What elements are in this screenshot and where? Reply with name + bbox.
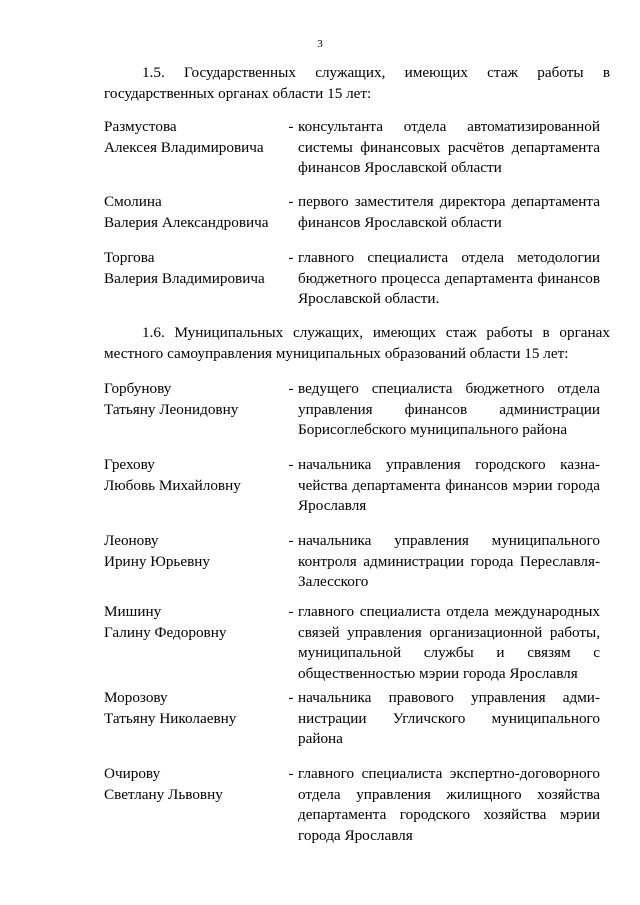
page-number: 3: [317, 38, 323, 50]
section-1-6-intro: [104, 323, 610, 364]
person-name: [104, 117, 284, 158]
position-description: [298, 764, 600, 846]
person-surname: Торгова: [104, 249, 155, 266]
dash-separator: -: [288, 765, 294, 782]
dash-separator: -: [288, 118, 294, 135]
position-description: [298, 117, 600, 179]
position-line: ведущего специалиста бюджетного отдела: [298, 380, 600, 397]
position-line: Борисоглебского муниципального района: [298, 421, 568, 438]
position-line: Ярославской области.: [298, 290, 440, 307]
dash-separator: -: [288, 689, 294, 706]
section-intro-text: 1.5. Государственных служащих, имеющих стаж работы в: [142, 64, 610, 81]
position-line: контроля администрации города Переславля-: [298, 552, 600, 570]
person-given-names: Светлану Львовну: [104, 785, 223, 803]
person-given-names: Алексея Владимировича: [104, 138, 264, 156]
position-line: общественностью мэрии города Ярославля: [298, 664, 578, 682]
position-line: района: [298, 730, 343, 747]
position-line: бюджетного процесса департамента финансов: [298, 269, 600, 287]
position-line: главного специалиста экспертно-договорного: [298, 765, 600, 782]
position-line: чейства департамента финансов мэрии города: [298, 476, 600, 494]
position-line: Ярославля: [298, 497, 367, 514]
position-line: Залесского: [298, 573, 369, 590]
position-line: системы финансовых расчётов департамента: [298, 138, 600, 156]
person-given-names: Татьяну Леонидовну: [104, 400, 239, 418]
dash-separator: -: [288, 532, 294, 549]
position-line: начальника правового управления адми-: [298, 689, 600, 706]
position-description: [298, 248, 600, 310]
position-line: главного специалиста отдела международных: [298, 603, 600, 620]
position-line: города Ярославля: [298, 826, 413, 844]
section-intro-text: местного самоуправления муниципальных образований области 15 лет:: [104, 344, 569, 362]
person-name: [104, 248, 284, 289]
position-line: отдела управления жилищного хозяйства: [298, 785, 600, 803]
position-line: финансов Ярославской области: [298, 159, 502, 176]
person-surname: Леонову: [104, 532, 159, 549]
person-surname: Морозову: [104, 689, 168, 706]
position-description: [298, 688, 600, 750]
person-name: [104, 602, 284, 643]
position-line: муниципальной службы и связям с: [298, 644, 600, 661]
person-name: [104, 379, 284, 420]
person-given-names: Татьяну Николаевну: [104, 709, 237, 727]
person-surname: Мишину: [104, 603, 162, 620]
section-1-5-intro: [104, 63, 610, 104]
position-line: департамента городского хозяйства мэрии: [298, 806, 600, 823]
position-line: главного специалиста отдела методологии: [298, 249, 600, 266]
position-description: [298, 531, 600, 593]
person-surname: Очирову: [104, 765, 161, 782]
position-line: нистрации Угличского муниципального: [298, 709, 600, 727]
position-description: [298, 602, 600, 684]
dash-separator: -: [288, 456, 294, 473]
position-line: связей управления организационной работы,: [298, 623, 600, 641]
person-name: [104, 192, 284, 233]
position-line: начальника управления муниципального: [298, 532, 600, 549]
person-given-names: Ирину Юрьевну: [104, 552, 210, 570]
dash-separator: -: [288, 380, 294, 397]
person-name: [104, 764, 284, 805]
position-description: [298, 379, 600, 441]
person-given-names: Валерия Александровича: [104, 213, 269, 231]
person-surname: Размустова: [104, 118, 177, 135]
person-given-names: Галину Федоровну: [104, 623, 227, 641]
section-intro-text: 1.6. Муниципальных служащих, имеющих стаж работы в органах: [142, 324, 610, 341]
dash-separator: -: [288, 603, 294, 620]
person-surname: Грехову: [104, 456, 155, 473]
person-given-names: Валерия Владимировича: [104, 269, 265, 287]
position-description: [298, 192, 600, 233]
dash-separator: -: [288, 249, 294, 266]
position-line: первого заместителя директора департамента: [298, 193, 600, 210]
person-surname: Горбунову: [104, 380, 172, 397]
person-name: [104, 455, 284, 496]
position-description: [298, 455, 600, 517]
person-name: [104, 688, 284, 729]
dash-separator: -: [288, 193, 294, 210]
section-intro-text: государственных органах области 15 лет:: [104, 84, 372, 102]
person-given-names: Любовь Михайловну: [104, 476, 241, 494]
person-surname: Смолина: [104, 193, 162, 210]
position-line: консультанта отдела автоматизированной: [298, 118, 600, 135]
position-line: финансов Ярославской области: [298, 213, 502, 231]
person-name: [104, 531, 284, 572]
position-line: управления финансов администрации: [298, 400, 600, 418]
position-line: начальника управления городского казна-: [298, 456, 600, 473]
